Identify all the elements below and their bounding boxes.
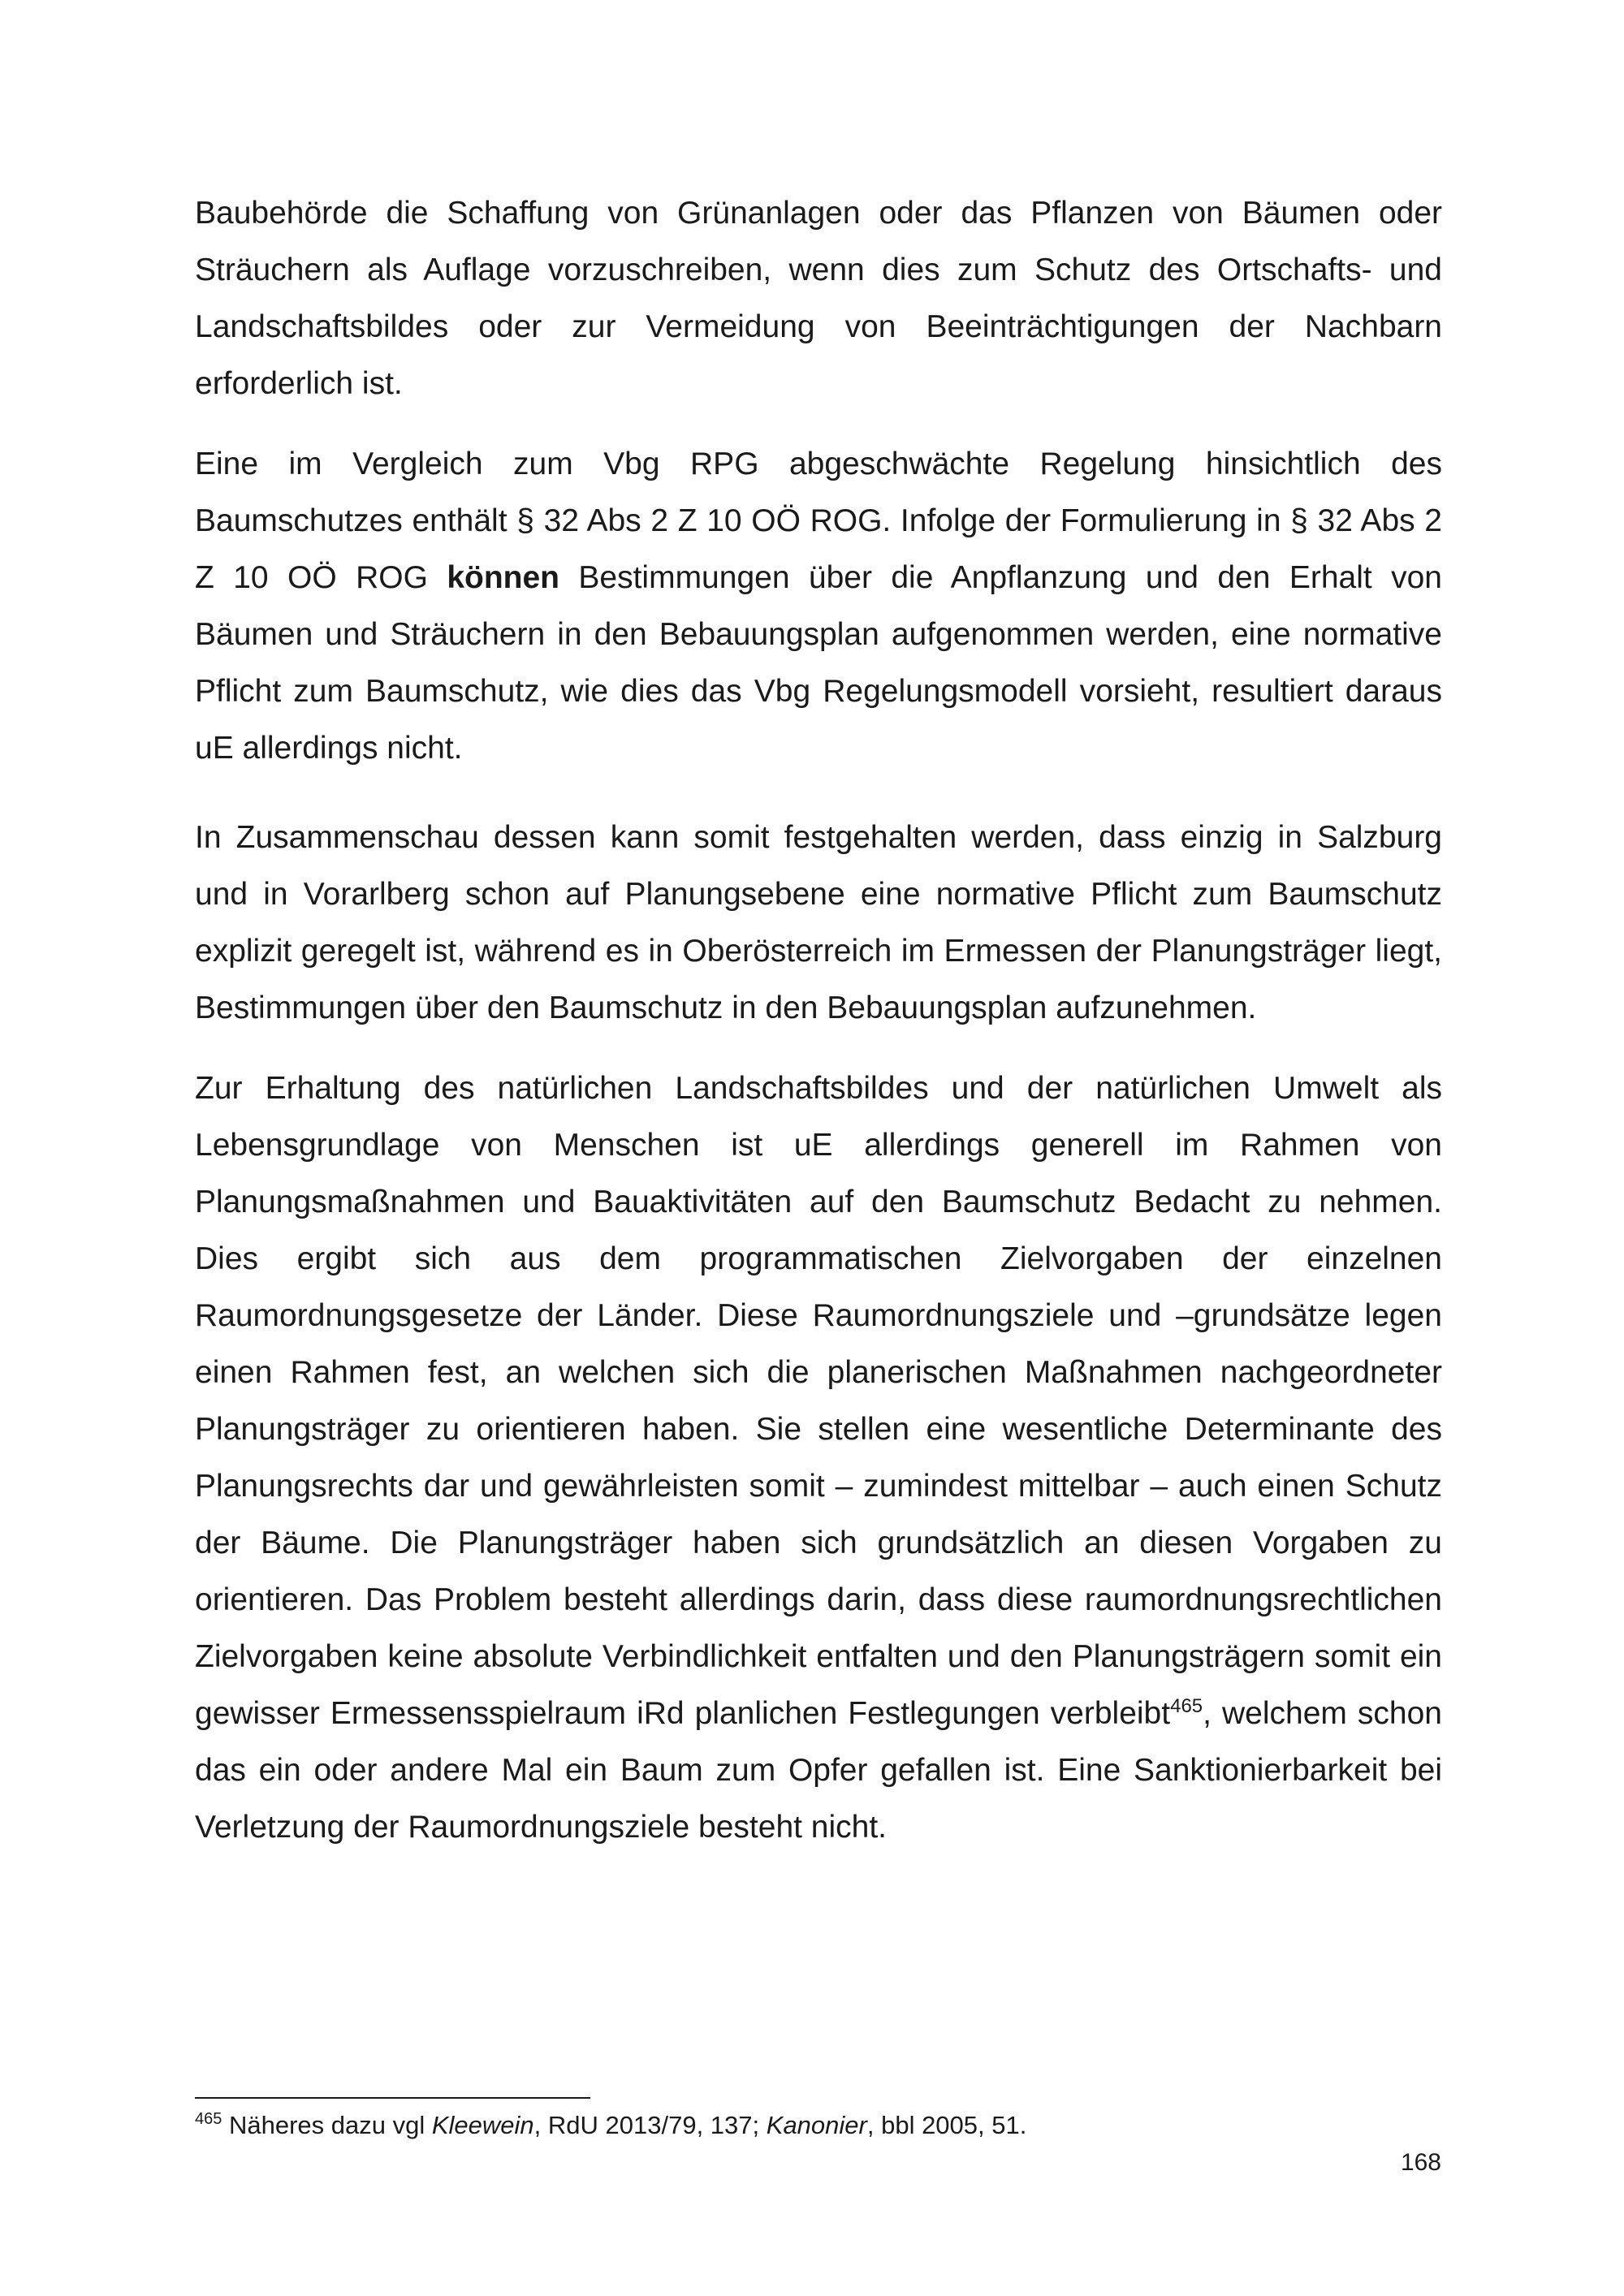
footnote-text-2: , RdU 2013/79, 137; (533, 2111, 767, 2139)
paragraph-3 (195, 809, 1442, 1037)
paragraph-2-text-end: Bestimmungen über die Anpflanzung und den Erhalt von Bäumen und Sträuchern in den Bebauungsplan aufgenommen werden, eine normative Pflicht zum Baumschutz, wie dies das Vbg Regelungsmodell vorsieht, resultiert daraus uE allerdings nicht. (195, 560, 1442, 766)
paragraph-4-text-start: Zur Erhaltung des natürlichen Landschaftsbildes und der natürlichen Umwelt als Lebensgrundlage von Menschen ist uE allerdings generell im Rahmen von Planungsmaßnahmen und Bauaktivitäten auf den Baumschutz Bedacht zu nehmen. Dies ergibt sich aus dem programmatischen Zielvorgaben der einzelnen Raumordnungsgesetze der Länder. Diese Raumordnungsziele und –grundsätze legen einen Rahmen fest, an welchen sich die planerischen Maßnahmen nachgeordneter Planungsträger zu orientieren haben. Sie stellen eine wesentliche Determinante des Planungsrechts dar und gewährleisten somit – zumindest mittelbar – auch einen Schutz der Bäume. Die Planungsträger haben sich grundsätzlich an diesen Vorgaben zu orientieren. Das Problem besteht allerdings darin, dass diese raumordnungsrechtlichen Zielvorgaben keine absolute Verbindlichkeit entfalten und den Planungsträgern somit ein gewisser Ermessensspielraum iRd planlichen Festlegungen verbleibt (195, 1071, 1442, 1731)
footnote-separator (195, 2097, 590, 2099)
footnote-number: 465 (195, 2110, 222, 2128)
footnote (195, 2108, 1442, 2143)
page-number: 168 (1400, 2149, 1441, 2176)
emphasis-koennen: können (447, 560, 559, 595)
footnote-text-1: Näheres dazu vgl (222, 2111, 432, 2139)
paragraph-2-text-start: Eine im Vergleich zum Vbg RPG abgeschwächte Regelung hinsichtlich des Baumschutzes enthält § 32 Abs 2 Z 10 OÖ ROG. Infolge der Formulierung in § 32 Abs 2 Z 10 OÖ ROG (195, 447, 1442, 595)
paragraph-2 (195, 436, 1442, 777)
footnote-author-1: Kleewein (431, 2111, 534, 2139)
paragraph-4 (195, 1060, 1442, 1856)
paragraph-1-text: Baubehörde die Schaffung von Grünanlagen oder das Pflanzen von Bäumen oder Sträuchern als Auflage vorzuschreiben, wenn dies zum Schutz des Ortschafts- und Landschaftsbildes oder zur Vermeidung von Beeinträchtigungen der Nachbarn erforderlich ist. (195, 196, 1442, 401)
footnote-author-2: Kanonier (766, 2111, 867, 2139)
paragraph-3-text: In Zusammenschau dessen kann somit festgehalten werden, dass einzig in Salzburg und in Vorarlberg schon auf Planungsebene eine normative Pflicht zum Baumschutz explizit geregelt ist, während es in Oberösterreich im Ermessen der Planungsträger liegt, Bestimmungen über den Baumschutz in den Bebauungsplan aufzunehmen. (195, 820, 1442, 1025)
footnote-reference[interactable]: 465 (1170, 1695, 1203, 1717)
footnote-text-3: , bbl 2005, 51. (866, 2111, 1027, 2139)
paragraph-4-text-end: , welchem schon das ein oder andere Mal ein Baum zum Opfer gefallen ist. Eine Sanktionierbarkeit bei Verletzung der Raumordnungsziele besteht nicht. (195, 1696, 1443, 1845)
paragraph-1 (195, 185, 1442, 412)
